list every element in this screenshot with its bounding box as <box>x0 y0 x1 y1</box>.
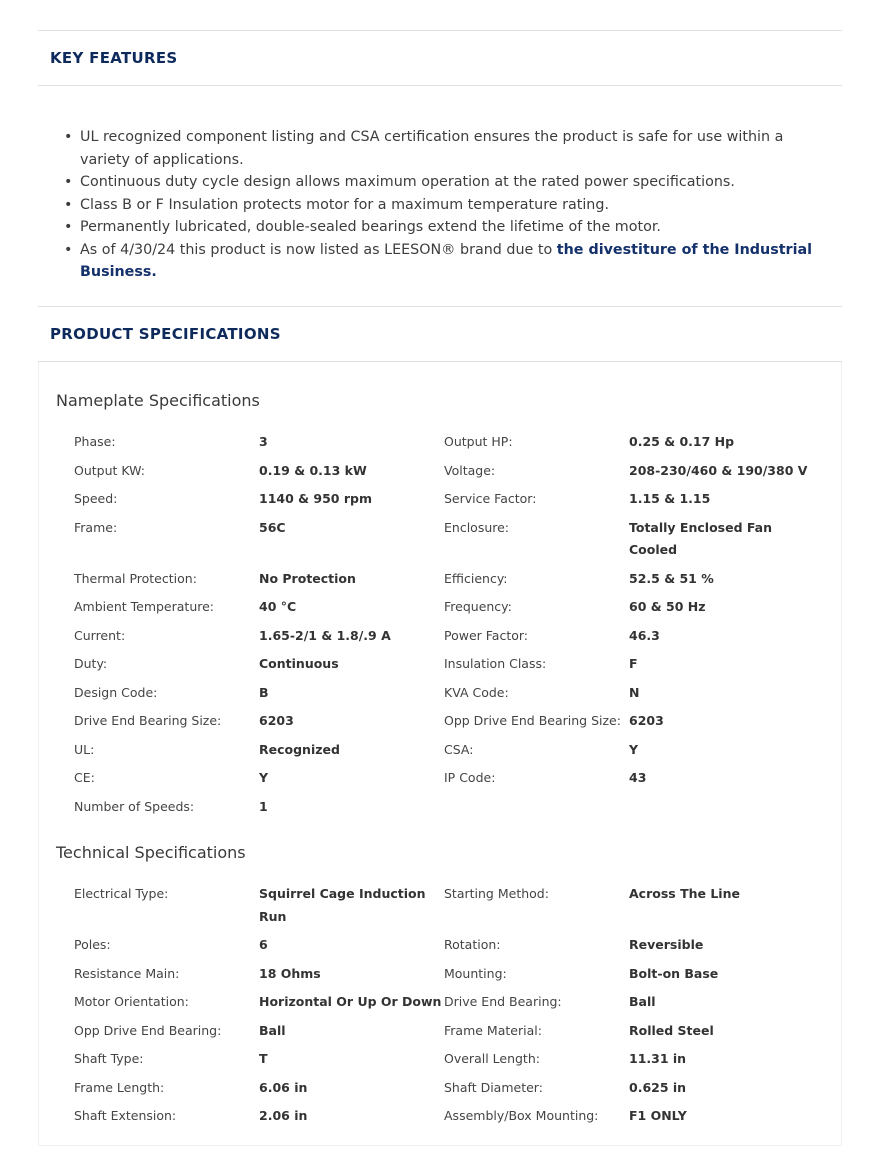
spec-row <box>74 517 834 568</box>
bullet-icon: • <box>64 196 73 213</box>
spec-row <box>74 488 834 517</box>
spec-label: Thermal Protection: <box>74 570 197 586</box>
spec-value: Bolt-on Base <box>629 965 719 981</box>
spec-label: Frame Material: <box>444 1022 542 1038</box>
spec-row <box>74 963 834 992</box>
spec-label: Motor Orientation: <box>74 994 189 1009</box>
technical-specs-title: Technical Specifications <box>56 843 246 862</box>
technical-specs-table <box>74 883 834 1134</box>
spec-label: Rotation: <box>444 937 501 952</box>
spec-row <box>74 460 834 489</box>
spec-value: 46.3 <box>629 627 660 643</box>
spec-label: Shaft Diameter: <box>444 1079 543 1095</box>
spec-value: Horizontal Or Up Or Down <box>259 994 442 1009</box>
spec-row <box>74 883 834 934</box>
spec-label: Service Factor: <box>444 491 537 506</box>
spec-value: Ball <box>259 1022 286 1038</box>
spec-value: Ball <box>629 994 656 1009</box>
spec-value: 2.06 in <box>259 1108 308 1123</box>
spec-value: Across The Line <box>629 886 740 901</box>
spec-label: KVA Code: <box>444 684 509 700</box>
spec-value: Y <box>259 770 269 785</box>
spec-value: 1 <box>259 798 268 814</box>
spec-row <box>74 1020 834 1049</box>
spec-value: 18 Ohms <box>259 965 321 981</box>
spec-value: Squirrel Cage Induction Run <box>259 886 426 924</box>
spec-value: 0.625 in <box>629 1079 687 1095</box>
bullet-icon: • <box>64 174 73 190</box>
spec-value: F1 ONLY <box>629 1108 687 1123</box>
spec-label: Phase: <box>74 434 116 449</box>
spec-label: CE: <box>74 770 95 785</box>
spec-label: Opp Drive End Bearing Size: <box>444 713 621 728</box>
bullet-icon: • <box>64 219 73 235</box>
spec-value: B <box>259 684 269 700</box>
spec-value: 6203 <box>259 713 294 728</box>
spec-label: UL: <box>74 741 95 757</box>
spec-label: Poles: <box>74 937 111 952</box>
spec-value: 11.31 in <box>629 1051 687 1066</box>
spec-label: Frequency: <box>444 599 512 614</box>
spec-row <box>74 710 834 739</box>
feature-item: • Class B or F Insulation protects motor for a maximum temperature rating. <box>60 194 835 217</box>
spec-row <box>74 739 834 768</box>
spec-row <box>74 568 834 597</box>
spec-value: No Protection <box>259 570 356 586</box>
bullet-icon: • <box>64 129 73 145</box>
spec-row <box>74 1048 834 1077</box>
spec-label: Voltage: <box>444 462 496 478</box>
nameplate-specs-table <box>74 431 834 824</box>
feature-item: • As of 4/30/24 this product is now listed as LEESON® brand due to the divestiture of the Industrial Business. <box>60 239 835 284</box>
spec-value: Recognized <box>259 741 340 757</box>
spec-row <box>74 431 834 460</box>
spec-label: Shaft Extension: <box>74 1108 177 1123</box>
spec-value: 6203 <box>629 713 664 728</box>
spec-label: Speed: <box>74 491 118 506</box>
spec-label: Power Factor: <box>444 627 529 643</box>
spec-label: Current: <box>74 627 126 643</box>
key-features-header <box>38 30 842 86</box>
spec-label: Drive End Bearing Size: <box>74 713 222 728</box>
spec-row <box>74 991 834 1020</box>
spec-value: 3 <box>259 434 268 449</box>
spec-value: 1140 & 950 rpm <box>259 491 372 506</box>
spec-value: Totally Enclosed Fan Cooled <box>629 519 773 557</box>
spec-value: 6 <box>259 937 268 952</box>
spec-label: Overall Length: <box>444 1051 540 1066</box>
feature-item: • UL recognized component listing and CSA certification ensures the product is safe for use within a variety of applications. <box>60 126 835 171</box>
key-features-list <box>60 126 835 284</box>
spec-row <box>74 767 834 796</box>
spec-value: 6.06 in <box>259 1079 308 1095</box>
spec-label: Efficiency: <box>444 570 508 586</box>
spec-value: 40 °C <box>259 599 297 614</box>
feature-item: • Continuous duty cycle design allows maximum operation at the rated power specifications. <box>60 171 835 194</box>
bullet-icon: • <box>64 241 73 258</box>
spec-label: Insulation Class: <box>444 656 547 671</box>
spec-row <box>74 934 834 963</box>
spec-value: Y <box>629 741 639 757</box>
spec-row <box>74 653 834 682</box>
spec-value: Continuous <box>259 656 339 671</box>
spec-label: Frame: <box>74 519 118 535</box>
spec-label: CSA: <box>444 741 474 757</box>
spec-value: 56C <box>259 519 286 535</box>
spec-row <box>74 1105 834 1134</box>
product-specs-header <box>38 306 842 362</box>
spec-label: Output KW: <box>74 462 145 478</box>
spec-value: 208-230/460 & 190/380 V <box>629 462 808 478</box>
spec-row <box>74 625 834 654</box>
spec-value: Rolled Steel <box>629 1022 714 1038</box>
spec-label: Electrical Type: <box>74 886 169 901</box>
divestiture-link[interactable]: the divestiture of the Industrial Business. <box>80 241 813 280</box>
spec-label: Opp Drive End Bearing: <box>74 1022 222 1038</box>
spec-value: T <box>259 1051 268 1066</box>
key-features-title: KEY FEATURES <box>50 49 178 67</box>
product-specs-title: PRODUCT SPECIFICATIONS <box>50 325 281 343</box>
spec-row <box>74 596 834 625</box>
spec-label: Mounting: <box>444 965 507 981</box>
spec-row <box>74 796 834 825</box>
spec-row <box>74 682 834 711</box>
spec-row <box>74 1077 834 1106</box>
spec-label: IP Code: <box>444 770 496 785</box>
spec-value: F <box>629 656 638 671</box>
spec-label: Shaft Type: <box>74 1051 144 1066</box>
spec-value: 1.15 & 1.15 <box>629 491 711 506</box>
spec-label: Output HP: <box>444 434 513 449</box>
spec-value: 60 & 50 Hz <box>629 599 706 614</box>
spec-label: Assembly/Box Mounting: <box>444 1108 599 1123</box>
spec-label: Duty: <box>74 656 108 671</box>
spec-label: Resistance Main: <box>74 965 180 981</box>
spec-value: 52.5 & 51 % <box>629 570 714 586</box>
spec-value: N <box>629 684 640 700</box>
spec-label: Starting Method: <box>444 886 549 901</box>
spec-label: Ambient Temperature: <box>74 599 215 614</box>
feature-item: • Permanently lubricated, double-sealed bearings extend the lifetime of the motor. <box>60 216 835 239</box>
spec-label: Number of Speeds: <box>74 798 195 814</box>
spec-value: 0.25 & 0.17 Hp <box>629 434 735 449</box>
spec-label: Design Code: <box>74 684 158 700</box>
spec-label: Frame Length: <box>74 1079 165 1095</box>
spec-value: 43 <box>629 770 647 785</box>
spec-value: 1.65-2/1 & 1.8/.9 A <box>259 627 391 643</box>
spec-label: Enclosure: <box>444 519 510 535</box>
nameplate-specs-title: Nameplate Specifications <box>56 391 260 410</box>
spec-value: 0.19 & 0.13 kW <box>259 462 367 478</box>
spec-value: Reversible <box>629 937 704 952</box>
spec-label: Drive End Bearing: <box>444 994 562 1009</box>
